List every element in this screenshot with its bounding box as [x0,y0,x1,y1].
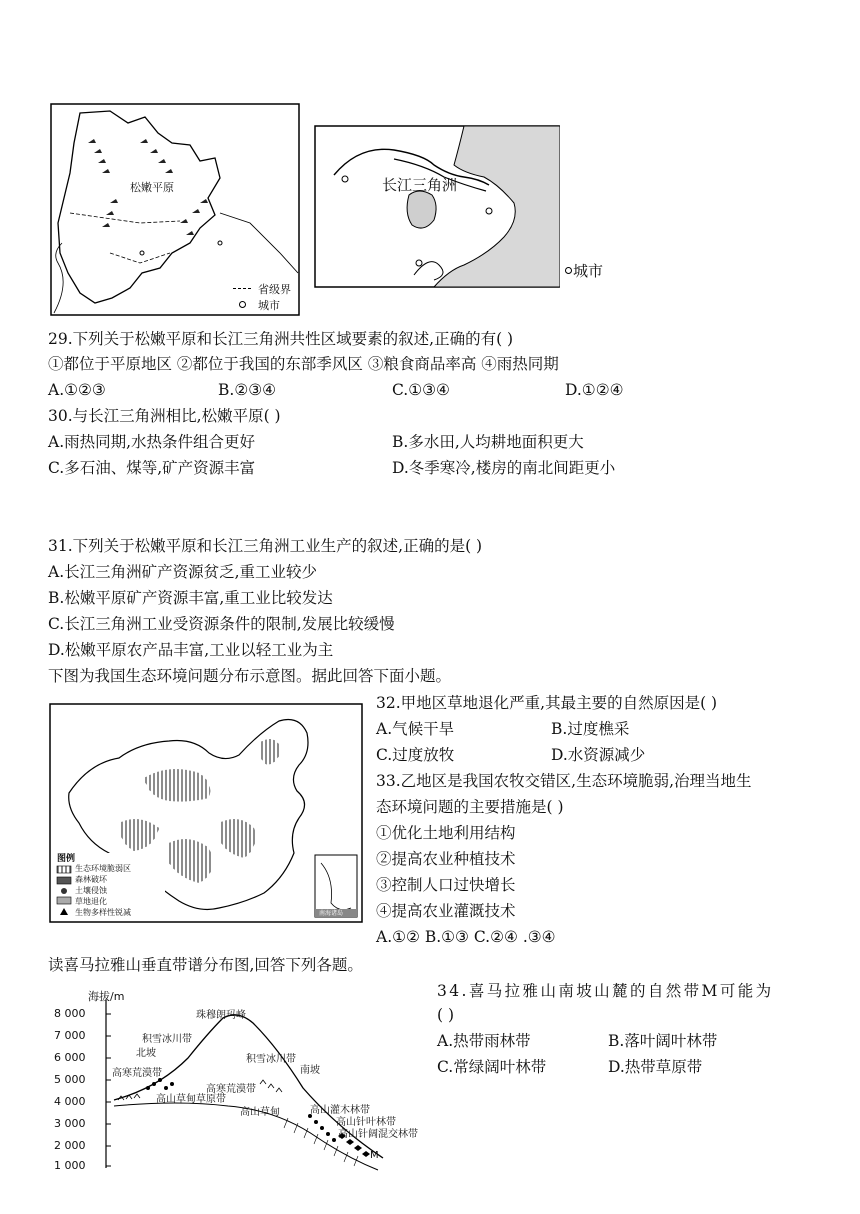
boundary-legend-label: 省级界 [258,283,291,296]
yangtze-map [314,125,560,288]
q29-option-c[interactable]: C.①③④ [392,381,450,399]
q34-option-b[interactable]: B.落叶阔叶林带 [608,1032,718,1050]
altitude-axis-label: 海拔/m [88,990,125,1003]
city-legend-label: 城市 [258,299,280,312]
tick-2000: 2 000 [54,1139,86,1152]
q31-option-a[interactable]: A.长江三角洲矿产资源贫乏,重工业较少 [48,563,318,581]
shrub-label: 高山灌木林带 [310,1105,370,1116]
eco-legend-1: 生态环境脆弱区 [75,864,131,873]
himalaya-diagram [48,988,428,1178]
yangtze-map-svg [314,125,560,288]
intro-himalaya: 读喜马拉雅山垂直带谱分布图,回答下列各题。 [48,956,363,974]
q33-stem-2: 态环境问题的主要措施是( ) [376,798,564,816]
tick-6000: 6 000 [54,1051,86,1064]
yangtze-label: 长江三角洲 [382,176,458,194]
q33-item-3: ③控制人口过快增长 [376,876,516,894]
tick-7000: 7 000 [54,1029,86,1042]
q33-item-1: ①优化土地利用结构 [376,824,516,842]
city-legend-label-2: 城市 [573,262,604,280]
mixed-forest-label: 高山针阔混交林带 [338,1129,418,1140]
q29-option-d[interactable]: D.①②④ [565,381,624,399]
q29-option-a[interactable]: A.①②③ [48,381,106,399]
boundary-legend-line [233,288,251,289]
q31-option-d[interactable]: D.松嫩平原农产品丰富,工业以轻工业为主 [48,641,334,659]
intro-eco-map: 下图为我国生态环境问题分布示意图。据此回答下面小题。 [48,667,452,685]
q31-stem: 31.下列关于松嫩平原和长江三角洲工业生产的叙述,正确的是( ) [48,537,483,555]
songnen-map [50,103,300,316]
south-slope-label: 南坡 [300,1065,320,1076]
eco-legend-title: 图例 [57,854,76,864]
city-legend-dot [239,301,246,308]
tick-5000: 5 000 [54,1073,86,1086]
q31-option-b[interactable]: B.松嫩平原矿产资源丰富,重工业比较发达 [48,589,333,607]
q32-option-d[interactable]: D.水资源减少 [551,746,646,764]
q34-option-d[interactable]: D.热带草原带 [608,1058,703,1076]
q34-option-c[interactable]: C.常绿阔叶林带 [437,1058,547,1076]
eco-legend-2: 森林破坏 [75,875,107,884]
q29-items: ①都位于平原地区 ②都位于我国的东部季风区 ③粮食商品率高 ④雨热同期 [48,355,559,373]
q30-option-c[interactable]: C.多石油、煤等,矿产资源丰富 [48,459,256,477]
glacier-south-label: 积雪冰川带 [246,1054,296,1065]
q32-option-c[interactable]: C.过度放牧 [376,746,455,764]
desert-north-label: 高寒荒漠带 [112,1068,162,1079]
zone-m-label: M [370,1150,379,1161]
q33-item-2: ②提高农业种植技术 [376,850,516,868]
meadow-steppe-label: 高山草甸草原带 [156,1094,226,1105]
desert-south-label: 高寒荒漠带 [206,1084,256,1095]
q29-stem: 29.下列关于松嫩平原和长江三角洲共性区域要素的叙述,正确的有( ) [48,330,514,348]
q32-option-a[interactable]: A.气候干旱 [376,720,455,738]
tick-8000: 8 000 [54,1007,86,1020]
glacier-north-label: 积雪冰川带 [142,1034,192,1045]
eco-legend-5: 生物多样性锐减 [75,908,131,917]
north-slope-label: 北坡 [136,1048,156,1059]
eco-legend-4: 草地退化 [75,897,107,906]
q33-item-4: ④提高农业灌溉技术 [376,902,516,920]
q33-options[interactable]: A.①② B.①③ C.②④ .③④ [376,928,556,946]
q33-stem-1: 33.乙地区是我国农牧交错区,生态环境脆弱,治理当地生 [376,772,752,790]
q34-stem-1: 34.喜马拉雅山南坡山麓的自然带M可能为 [437,982,774,1000]
q32-stem: 32.甲地区草地退化严重,其最主要的自然原因是( ) [376,694,718,712]
conifer-label: 高山针叶林带 [336,1117,396,1128]
tick-4000: 4 000 [54,1095,86,1108]
eco-legend-3: 土壤侵蚀 [75,886,107,895]
q34-option-a[interactable]: A.热带雨林带 [437,1032,531,1050]
songnen-label: 松嫩平原 [130,181,174,194]
meadow-label: 高山草甸 [240,1107,280,1118]
q30-stem: 30.与长江三角洲相比,松嫩平原( ) [48,407,281,425]
tick-3000: 3 000 [54,1117,86,1130]
q34-stem-2: ( ) [437,1006,455,1024]
inset-label: 南海诸岛 [319,910,344,917]
q30-option-d[interactable]: D.冬季寒冷,楼房的南北间距更小 [392,459,616,477]
q30-option-b[interactable]: B.多水田,人均耕地面积更大 [392,433,584,451]
tick-1000: 1 000 [54,1159,86,1172]
q31-option-c[interactable]: C.长江三角洲工业受资源条件的限制,发展比较缓慢 [48,615,395,633]
city-legend-dot-2 [565,267,572,274]
china-eco-map [49,703,363,923]
peak-label: 珠穆朗玛峰 [196,1010,246,1021]
q29-option-b[interactable]: B.②③④ [218,381,277,399]
q32-option-b[interactable]: B.过度樵采 [551,720,630,738]
q30-option-a[interactable]: A.雨热同期,水热条件组合更好 [48,433,256,451]
